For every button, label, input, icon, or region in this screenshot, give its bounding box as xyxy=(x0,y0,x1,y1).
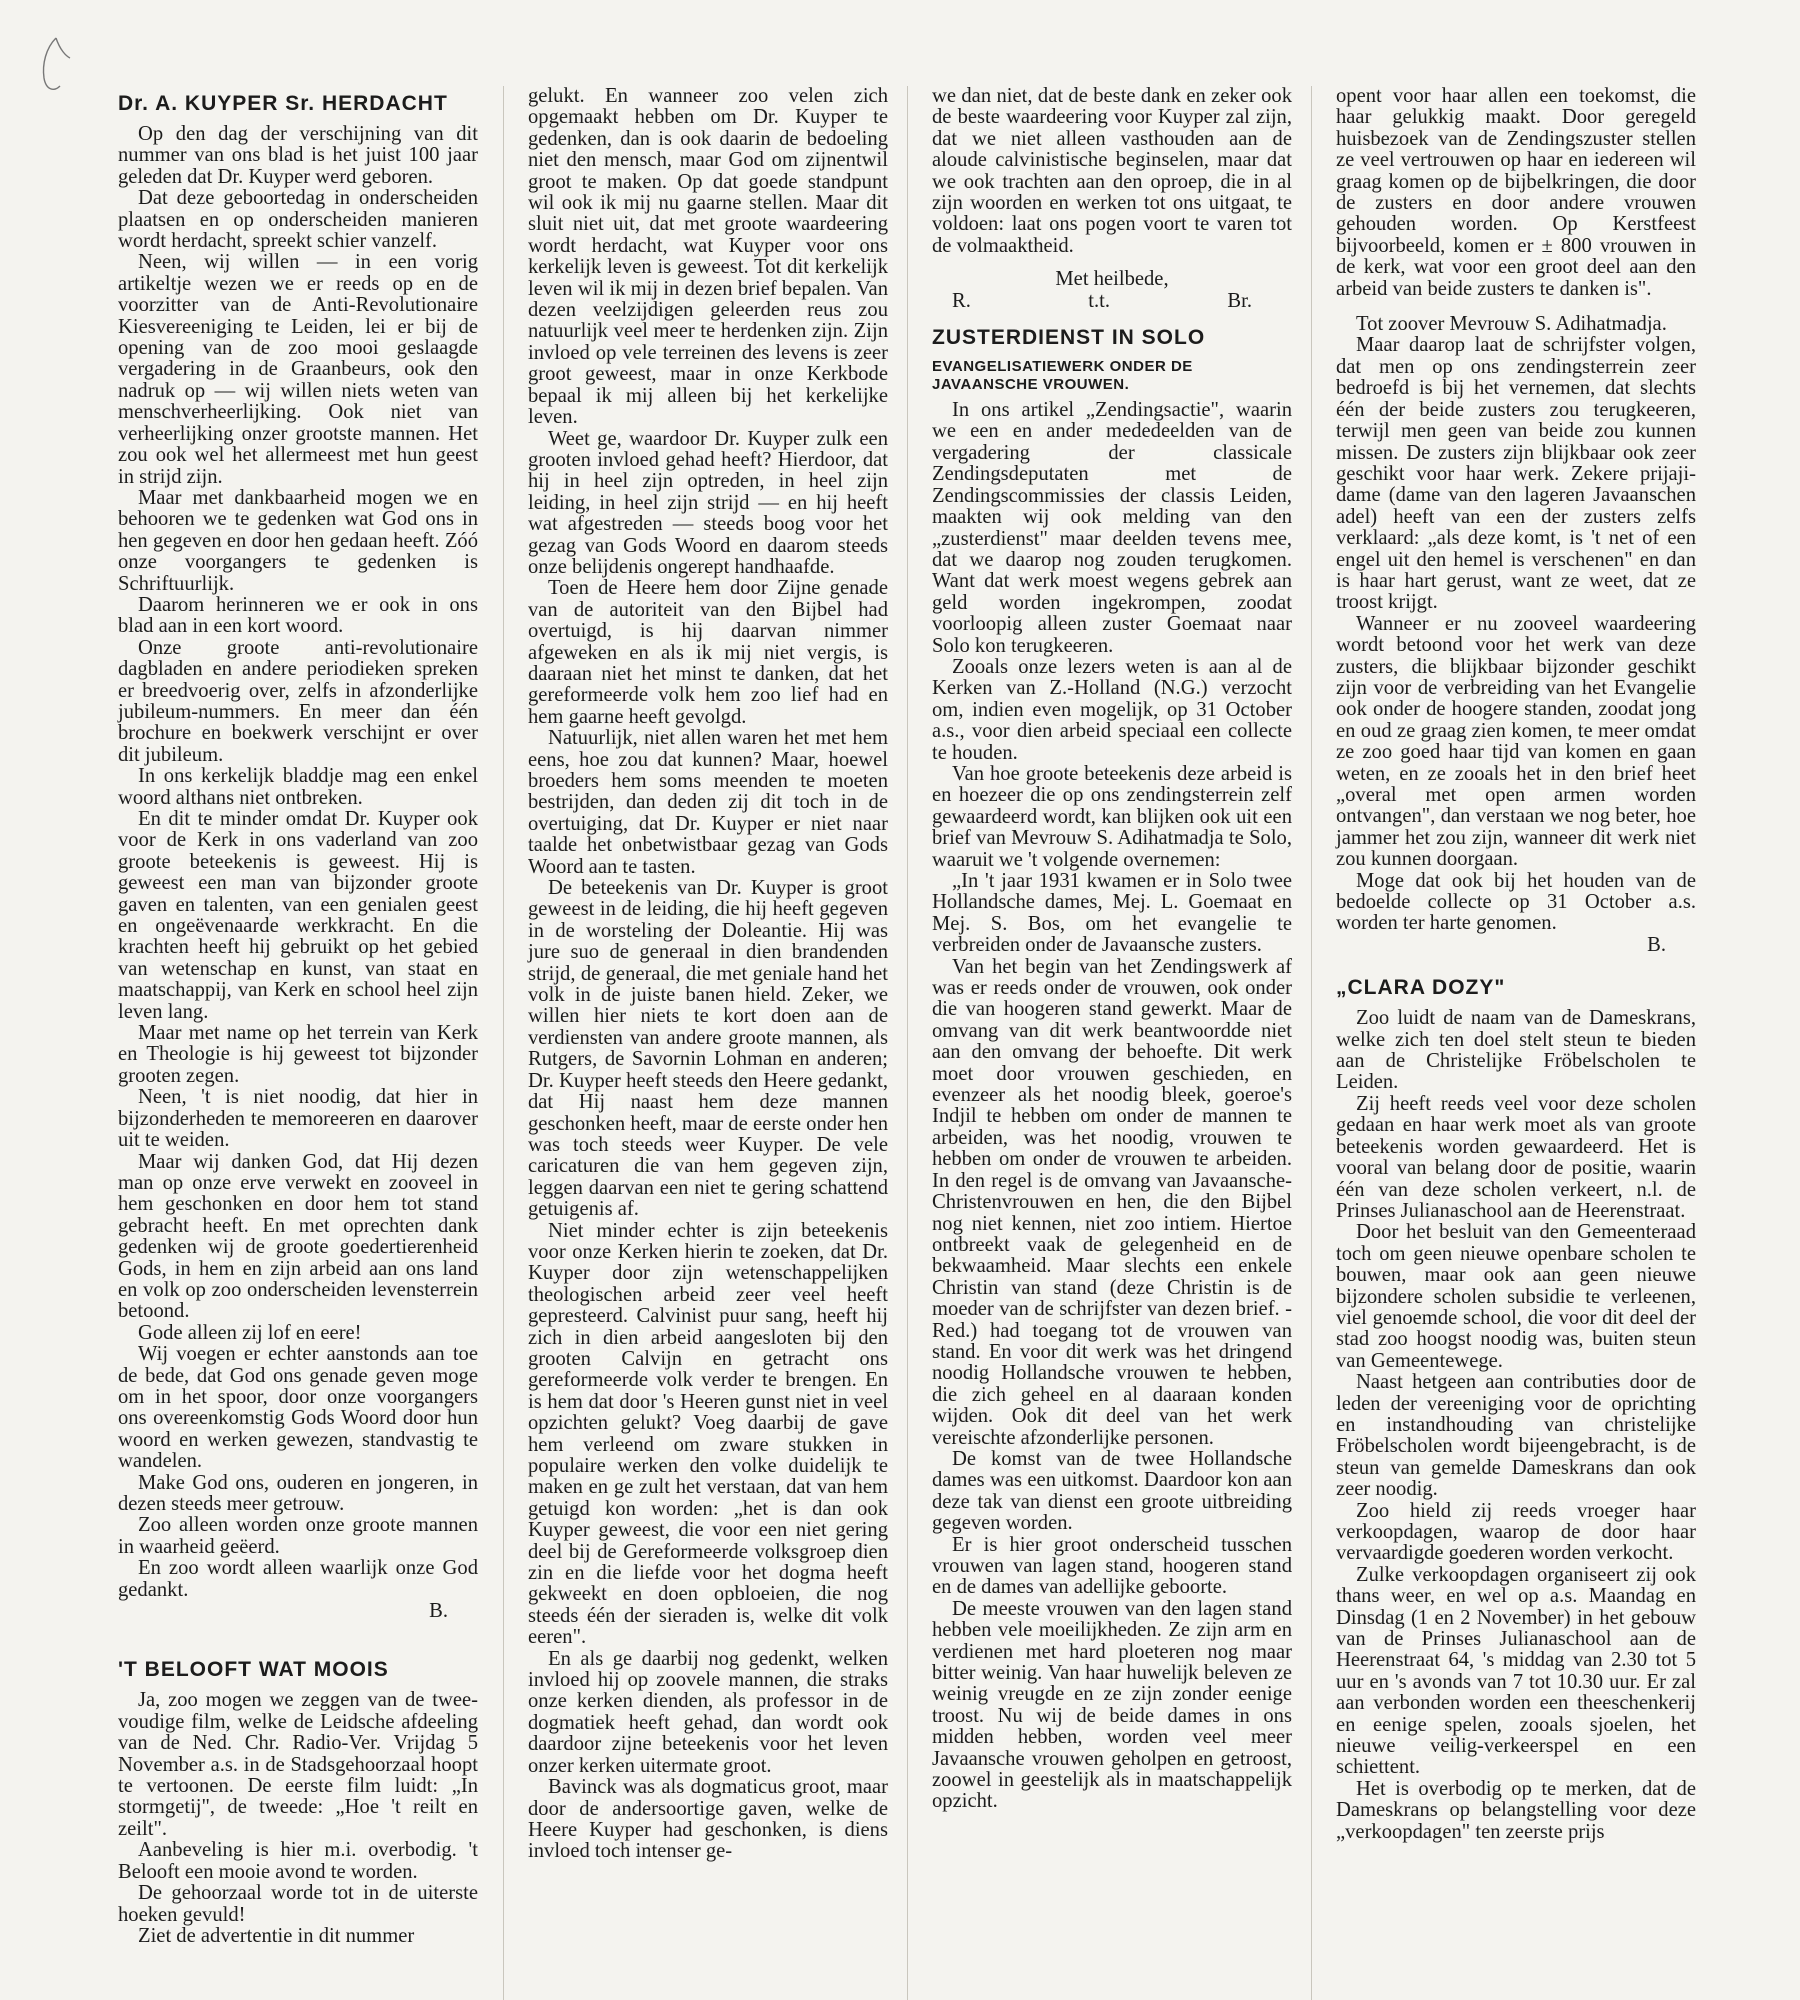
paragraph: Daarom herinneren we er ook in ons blad aan in een kort woord. xyxy=(118,593,478,638)
column-2 xyxy=(528,86,888,1863)
paragraph: Het is overbodig op te merken, dat de Dameskrans op belangstelling voor deze „verkoopdagen" ten zeerste prijs xyxy=(1336,1777,1696,1843)
paragraph: En als ge daarbij nog gedenkt, welken invloed hij op zoovele mannen, die straks onze kerken dienden, als professor in de dogmatiek heeft gehad, dan wordt ook daardoor zijne beteekenis voor het leven onzer kerken uitermate groot. xyxy=(528,1647,888,1777)
signature: B. xyxy=(429,1600,448,1623)
paragraph: Wij voegen er echter aanstonds aan toe de bede, dat God ons genade geven moge om in het spoor, door onze voorgangers ons overeenkomstig Gods Woord door hun woord en werken gewezen, standvastig te wandelen. xyxy=(118,1343,478,1473)
paragraph: De beteekenis van Dr. Kuyper is groot geweest in de leiding, die hij heeft gegeven in de worsteling der Doleantie. Hij was jure suo de generaal in dien brandenden strijd, de generaal, die met geniale hand het volk in de juiste banen hield. Zeker, we willen hier niets te kort doen aan de verdiensten van andere groote mannen, als Rutgers, de Savornin Lohman en anderen; Dr. Kuyper heeft steeds den Heere gedankt, dat Hij naast hem deze mannen geschonken heeft, maar de eerste onder hen was toch steeds weer Kuyper. De vele caricaturen die van hem gegeven zijn, leggen daarvan een niet te gering schattend getuigenis af. xyxy=(528,877,888,1221)
paragraph: En dit te minder omdat Dr. Kuyper ook voor de Kerk in ons vaderland van zoo groote beteekenis is geweest. Hij is geweest een man van bijzonder groote gaven en talenten, van een genialen geest en ongeëvenaarde werkkracht. En die krachten heeft hij gebruikt op het gebied van wetenschap en kunst, van staat en maatschappij, van Kerk en school heel zijn leven lang. xyxy=(118,808,478,1023)
paragraph: Maar wij danken God, dat Hij dezen man op onze erve verwekt en zooveel in hem geschonken en door hem tot stand gebracht heeft. En met oprechten dank gedenken wij de groote goedertierenheid Gods, in hem en zijn arbeid aan ons land en volk op zoo onderscheiden levensterrein betoond. xyxy=(118,1150,478,1323)
paragraph: Maar met dankbaarheid mogen we en behooren we te gedenken wat God ons in hen gegeven en door hen gedaan heeft. Zóó onze voorgangers te gedenken is Schriftuurlijk. xyxy=(118,486,478,595)
headline-clara-dozy: „CLARA DOZY" xyxy=(1336,976,1506,1000)
column-3 xyxy=(932,86,1292,1813)
paragraph: Zoo hield zij reeds vroeger haar verkoopdagen, waarop de door haar vervaardigde goederen worden verkocht. xyxy=(1336,1499,1696,1565)
paragraph: „In 't jaar 1931 kwamen er in Solo twee Hollandsche dames, Mej. L. Goemaat en Mej. S. Bos, om het evangelie te verbreiden onder de Javaansche zusters. xyxy=(932,870,1292,957)
column-1 xyxy=(118,86,478,1947)
paragraph: Zij heeft reeds veel voor deze scholen gedaan en haar werk moet als van groote beteekenis worden gewaardeerd. Het is vooral van belang door de positie, waarin één van deze scholen verkeert, n.l. de Prinses Julianaschool aan de Heerenstraat. xyxy=(1336,1092,1696,1222)
paragraph: Neen, 't is niet noodig, dat hier in bijzonderheden te memoreeren en daarover uit te weiden. xyxy=(118,1086,478,1152)
paragraph: opent voor haar allen een toekomst, die haar gelukkig maakt. Door geregeld huisbezoek van de Zendingszuster stellen ze veel vertrouwen op haar en iedereen wil graag komen op de bijbelkringen, die door de zusters en door andere vrouwen gehouden worden. Op Kerstfeest bijvoorbeeld, komen er ± 800 vrouwen in de kerk, wat voor een groot deel aan den arbeid van beide zusters te danken is". xyxy=(1336,85,1696,300)
signature-initials xyxy=(932,291,1292,312)
newspaper-page xyxy=(118,86,1736,2000)
column-4 xyxy=(1336,86,1696,1843)
paragraph: Toen de Heere hem door Zijne genade van de autoriteit van den Bijbel had overtuigd, is hij daarvan nimmer afgeweken en als ik mij niet vergis, is daaraan niet het minst te danken, dat het gereformeerde volk hem zoo lief had en hem gaarne heeft gevolgd. xyxy=(528,577,888,728)
paragraph: Tot zoover Mevrouw S. Adihatmadja. xyxy=(1356,313,1667,336)
paragraph: Zoo alleen worden onze groote mannen in waarheid geëerd. xyxy=(118,1514,478,1558)
paragraph: Door het besluit van den Gemeenteraad toch om geen nieuwe openbare scholen te bouwen, maar ook aan geen nieuwe bijzondere scholen subsidie te verleenen, viel genoemde school, die voor dit deel der stad zoo hoogst noodig was, buiten steun van Gemeentewege. xyxy=(1336,1221,1696,1372)
paragraph: Maar met name op het terrein van Kerk en Theologie is hij geweest tot bijzonder grooten zegen. xyxy=(118,1022,478,1087)
paragraph: De komst van de twee Hollandsche dames was een uitkomst. Daardoor kon aan deze tak van dienst een groote uitbreiding gegeven worden. xyxy=(932,1447,1292,1535)
paragraph: Op den dag der verschijning van dit nummer van ons blad is het juist 100 jaar geleden dat Dr. Kuyper werd geboren. xyxy=(118,123,478,188)
paragraph: Van hoe groote beteekenis deze arbeid is en hoezeer die op ons zendingsterrein zelf gewaardeerd wordt, kan blijken ook uit een brief van Mevrouw S. Adihatmadja te Solo, waaruit we 't volgende overnemen: xyxy=(932,762,1292,871)
paragraph: Naast hetgeen aan contributies door de leden der vereeniging voor de oprichting en instandhouding van christelijke Fröbelscholen wordt bijeengebracht, is de steun van gemelde Dameskrans dan ook zeer noodig. xyxy=(1336,1371,1696,1501)
paragraph: Er is hier groot onderscheid tusschen vrouwen van lagen stand, hoogeren stand en de dames van adellijke geboorte. xyxy=(932,1533,1292,1599)
paragraph: De gehoorzaal worde tot in de uiterste hoeken gevuld! xyxy=(118,1882,478,1926)
signature-tt: t.t. xyxy=(1088,289,1111,312)
paragraph: Onze groote anti-revolutionaire dagbladen en andere periodieken spreken er breedvoerig over, zelfs in afzonderlijke jubileum-nummers. En meer dan één brochure en boekwerk verschijnt er over dit jubileum. xyxy=(118,636,478,766)
paragraph: Zooals onze lezers weten is aan al de Kerken van Z.-Holland (N.G.) verzocht om, indien even mogelijk, op 31 October a.s., voor dien arbeid speciaal een collecte te houden. xyxy=(932,655,1292,764)
headline-kuyper: Dr. A. KUYPER Sr. HERDACHT xyxy=(118,92,448,115)
paragraph: Zoo luidt de naam van de Dameskrans, welke zich ten doel stelt steun te bieden aan de Christelijke Fröbelscholen te Leiden. xyxy=(1336,1007,1696,1094)
paragraph: Wanneer er nu zooveel waardeering wordt betoond voor het werk van deze zusters, die blijkbaar bijzonder geschikt zijn voor de verbreiding van het Evangelie ook onder de hoogere standen, zoodat jong en oud ze graag zien komen, te meer omdat ze zoo goed haar tijd van komen en gaan weten, en ze zooals het in den brief heet „overal met open armen worden ontvangen", dan verstaan we nog beter, hoe jammer het zou zijn, wanneer dit werk niet zou kunnen doorgaan. xyxy=(1336,612,1696,871)
paragraph: Dat deze geboortedag in onderscheiden plaatsen en op onderscheiden manieren wordt herdacht, spreekt schier vanzelf. xyxy=(118,187,478,253)
paragraph: In ons artikel „Zendingsactie", waarin we een en ander mededeelden van de vergadering der classicale Zendingsdeputaten met de Zendingscommissies der classis Leiden, maakten wij ook melding van den „zusterdienst" maar deelden tevens mee, dat we daarop nog zouden terugkomen. Want dat werk moest wegens gebrek aan geld worden ingekrompen, zoodat voorloopig alleen zuster Goemaat naar Solo kon terugkeeren. xyxy=(932,399,1292,657)
paragraph: gelukt. En wanneer zoo velen zich opgemaakt hebben om Dr. Kuyper te gedenken, dan is ook daarin de bedoeling niet den mensch, maar God om zijnentwil groot te maken. Op dat goede standpunt wil ook ik mij nu gaarne stellen. Maar dit sluit niet uit, dat met groote waardeering wordt herdacht, wat Kuyper voor ons kerkelijk leven is geweest. Tot dit kerkelijk leven wil ik mij in dezen brief bepalen. Van dezen veelzijdigen geleerden reus zou natuurlijk veel meer te herdenken zijn. Zijn invloed op vele terreinen des levens is zeer groot geweest, maar in onze Kerkbode bepaal ik mij alleen bij het kerkelijke leven. xyxy=(528,85,888,429)
pencil-mark xyxy=(26,34,76,104)
signature: B. xyxy=(1647,933,1666,956)
greeting: Met heilbede, xyxy=(1055,268,1169,291)
paragraph: Ja, zoo mogen we zeggen van de twee-voudige film, welke de Leidsche afdeeling van de Ned. Chr. Radio-Ver. Vrijdag 5 November a.s. in de Stadsgehoorzaal hoopt te vertoonen. De eerste film luidt: „In stormgetij", de tweede: „Hoe 't reilt en zeilt". xyxy=(118,1689,478,1840)
headline-film: 'T BELOOFT WAT MOOIS xyxy=(118,1658,389,1682)
signature-r: R. xyxy=(952,289,971,312)
paragraph: Maar daarop laat de schrijfster volgen, dat men op ons zendingsterrein zeer bedroefd is bij het vernemen, dat slechts één der beide zusters zou terugkeeren, terwijl men geen van beide zou kunnen missen. De zusters zijn blijkbaar ook zeer geschikt voor haar werk. Zekere prijaji-dame (dame van den lageren Javaanschen adel) heeft van een der zusters zelfs verklaard: „als deze komt, is 't net of een engel uit den hemel is verschenen" en dan is haar hart gerust, want ze weet, dat ze troost krijgt. xyxy=(1336,334,1696,614)
paragraph: we dan niet, dat de beste dank en zeker ook de beste waardeering voor Kuyper zal zijn, dat we niet alleen vasthouden aan de aloude calvinistische beginselen, maar dat we ook trachten aan den oproep, die in al zijn woorden en werken tot ons uitgaat, te voldoen: laat ons pogen voort te varen tot de volmaaktheid. xyxy=(932,85,1292,257)
paragraph: In ons kerkelijk bladdje mag een enkel woord althans niet ontbreken. xyxy=(118,765,478,809)
paragraph: Gode alleen zij lof en eere! xyxy=(138,1321,362,1344)
paragraph: Make God ons, ouderen en jongeren, in dezen steeds meer getrouw. xyxy=(118,1471,478,1515)
subheadline: EVANGELISATIEWERK ONDER DE JAVAANSCHE VROUWEN. xyxy=(932,358,1193,394)
headline-zusterdienst: ZUSTERDIENST IN SOLO xyxy=(932,326,1206,350)
paragraph: En zoo wordt alleen waarlijk onze God gedankt. xyxy=(118,1557,478,1601)
paragraph: Zulke verkoopdagen organiseert zij ook thans weer, en wel op a.s. Maandag en Dinsdag (1 en 2 November) in het gebouw van de Prinses Julianaschool aan de Heerenstraat 64, 's middag van 2.30 tot 5 uur en 's avonds van 7 tot 10.30 uur. Er zal aan verbonden worden een theeschenkerij en eenige spelen, zooals sjoelen, het nieuwe veilig-verkeerspel en een schiettent. xyxy=(1336,1563,1696,1779)
signature-br: Br. xyxy=(1227,289,1252,312)
paragraph: Weet ge, waardoor Dr. Kuyper zulk een grooten invloed gehad heeft? Hierdoor, dat hij in heel zijn optreden, in heel zijn leiding, in heel zijn strijd — en hij heeft wat afgestreden — steeds boog voor het gezag van Gods Woord en daarom steeds onze belijdenis ongerept handhaafde. xyxy=(528,427,888,578)
paragraph: Van het begin van het Zendingswerk af was er reeds onder de vrouwen, ook onder die van hoogeren stand gewerkt. Maar de omvang van dit werk beantwoordde niet aan den omvang der behoefte. Dit werk moet door vrouwen geschieden, en evenzeer als het noodig bleek, goeroe's Indjil te hebben om onder de mannen te arbeiden, was het noodig, vrouwen te hebben om onder de vrouwen te arbeiden. In den regel is de omvang van Javaansche-Christenvrouwen en hen, die den Bijbel nog niet kennen, niet zoo intiem. Hiertoe ontbreekt vaak de gelegenheid en de bekwaamheid. Maar slechts een enkele Christin van stand (deze Christin is de moeder van de schrijfster van dezen brief. - Red.) had toegang tot de vrouwen van stand. En voor dit werk was het dringend noodig Hollandsche vrouwen te hebben, die zich geheel en al daaraan konden wijden. Ook dit deel van het werk vereischte afzonderlijke personen. xyxy=(932,955,1292,1449)
paragraph: Niet minder echter is zijn beteekenis voor onze Kerken hierin te zoeken, dat Dr. Kuyper door zijn wetenschappelijken theologischen arbeid zeer veel heeft gepresteerd. Calvinist puur sang, heeft hij zich in dien arbeid aangesloten bij den grooten Calvijn en getracht ons gereformeerde volk verder te brengen. En is hem dat door 's Heeren gunst niet in veel opzichten gelukt? Voeg daarbij de gave hem verleend om zware stukken in populaire werken den volke duidelijk te maken en ge zult het verstaan, dat van hem getuigd kon worden: „het is dan ook Kuyper geweest, die voor een niet gering deel bij de Gereformeerde volksgroep dien zin en die liefde voor het dogma heeft gekweekt en doen opbloeien, die nog steeds één der sieraden is, welke dit volk eeren". xyxy=(528,1219,888,1649)
paragraph: Ziet de advertentie in dit nummer xyxy=(138,1924,415,1947)
paragraph: Natuurlijk, niet allen waren het met hem eens, hoe zou dat kunnen? Maar, hoewel broeders hem soms meenden te moeten bestrijden, dan deden zij dit toch in de overtuiging, dat Dr. Kuyper er niet naar taalde het onbetwistbaar gezag van Gods Woord aan te tasten. xyxy=(528,727,888,878)
paragraph: Bavinck was als dogmaticus groot, maar door de andersoortige gaven, welke de Heere Kuyper had geschonken, is diens invloed toch intenser ge- xyxy=(528,1776,888,1863)
paragraph: Aanbeveling is hier m.i. overbodig. 't Belooft een mooie avond te worden. xyxy=(118,1839,478,1883)
paragraph: Neen, wij willen — in een vorig artikeltje wezen we er reeds op en de voorzitter van de Anti-Revolutionaire Kiesvereeniging te Leiden, lei er bij de opening van de zoo mooi geslaagde vergadering in de Graanbeurs, ook den nadruk op — wij willen niets weten van menschverheerlijking. Ook niet van verheerlijking onzer grootste mannen. Het zou ook wel het allermeest met hun geest in strijd zijn. xyxy=(118,251,478,488)
paragraph: Moge dat ook bij het houden van de bedoelde collecte op 31 October a.s. worden ter harte genomen. xyxy=(1336,869,1696,935)
paragraph: De meeste vrouwen van den lagen stand hebben vele moeilijkheden. Ze zijn arm en verdienen met hard ploeteren nog maar bitter weinig. Van haar huwelijk beleven ze weinig vreugde en ze zijn zonder eenige troost. Nu wij de beide dames in ons midden hebben, worden veel meer Javaansche vrouwen geholpen en getroost, zoowel in geestelijk als in maatschappelijk opzicht. xyxy=(932,1597,1292,1813)
